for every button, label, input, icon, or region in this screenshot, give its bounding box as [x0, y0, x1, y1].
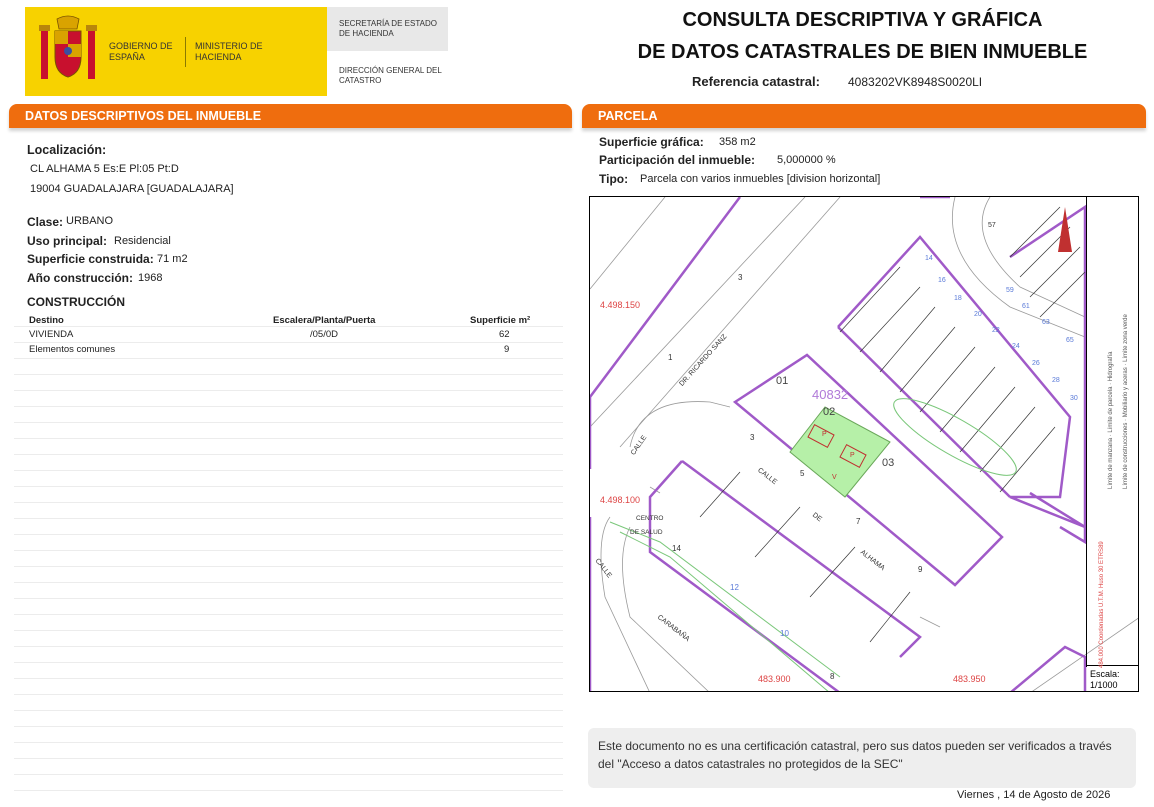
legend-item: Hidrografía	[1108, 351, 1114, 382]
house-number: 16	[938, 277, 946, 284]
legend-item: Límite zona verde	[1123, 314, 1129, 362]
localizacion-label: Localización:	[27, 143, 107, 157]
parcel-01: 01	[776, 375, 789, 387]
coat-of-arms-icon	[37, 15, 99, 87]
cadastral-map	[589, 196, 1139, 692]
house-number: 28	[1052, 377, 1060, 384]
mark-v: V	[832, 474, 837, 481]
street-label-calle: CALLE	[756, 466, 778, 487]
uso-label: Uso principal:	[27, 234, 108, 248]
mark-p2: P	[850, 452, 855, 459]
house-number: 5	[800, 469, 805, 478]
table-header-destino: Destino	[29, 315, 64, 326]
house-number: 1	[668, 353, 673, 362]
ref-catastral-value: 4083202VK8948S0020LI	[848, 75, 983, 89]
house-number: 18	[954, 295, 962, 302]
house-number: 24	[1012, 343, 1020, 350]
disclaimer-box	[588, 728, 1136, 788]
house-number: 65	[1066, 337, 1074, 344]
footer-date: Viernes , 14 de Agosto de 2026	[957, 789, 1111, 801]
table-row-superficie: 9	[504, 344, 510, 355]
building-hatch	[700, 207, 1085, 642]
scale-label: Escala:	[1090, 669, 1120, 679]
superficie-value: 71 m2	[157, 253, 188, 265]
house-number: 22	[992, 327, 1000, 334]
sup-grafica-label: Superficie gráfica:	[599, 135, 704, 149]
coord-top: 4.498.150	[600, 300, 641, 310]
house-number: 26	[1032, 360, 1040, 367]
centro-salud-line2: DE SALUD	[630, 529, 663, 536]
table-row-destino: Elementos comunes	[29, 344, 116, 355]
legend-item: Límite de manzana	[1108, 437, 1114, 489]
parcel-03: 03	[882, 457, 895, 469]
house-number: 7	[856, 517, 861, 526]
page-title-line1: CONSULTA DESCRIPTIVA Y GRÁFICA	[682, 9, 1043, 31]
address-line2: 19004 GUADALAJARA [GUADALAJARA]	[30, 183, 234, 195]
street-label-calle-2: CALLE	[629, 434, 649, 457]
scale-divider	[1087, 665, 1139, 666]
ministerio-text: MINISTERIO DE HACIENDA	[195, 41, 263, 62]
house-number: 20	[974, 311, 982, 318]
government-logo-block	[25, 7, 327, 96]
address-line1: CL ALHAMA 5 Es:E Pl:05 Pt:D	[30, 163, 179, 175]
house-number: 3	[750, 433, 755, 442]
table-row-superficie: 62	[499, 329, 510, 340]
superficie-label: Superficie construida:	[27, 252, 154, 266]
coord-mid: 4.498.100	[600, 495, 641, 505]
street-label-ricardo-sanz: DR. RICARDO SANZ	[678, 333, 729, 388]
house-number: 14	[925, 255, 933, 262]
street-label-calle-3: CALLE	[593, 557, 613, 580]
clase-label: Clase:	[27, 215, 64, 229]
page-title-line2: DE DATOS CATASTRALES DE BIEN INMUEBLE	[637, 41, 1088, 63]
datos-descriptivos-header: DATOS DESCRIPTIVOS DEL INMUEBLE	[9, 104, 572, 128]
street-label-de: DE	[810, 511, 823, 524]
mark-p1: P	[822, 431, 827, 438]
house-number: 59	[1006, 287, 1014, 294]
house-number: 30	[1070, 395, 1078, 402]
legend-texts: Límite de manzana · Límite de parcela · Hidrografía	[1108, 351, 1114, 489]
centro-salud-line1: CENTRO	[636, 515, 664, 522]
street-label-carabana: CARABAÑA	[655, 613, 691, 644]
tipo-label: Tipo:	[599, 172, 629, 186]
parcela-header: PARCELA	[582, 104, 1146, 128]
house-number: 10	[780, 629, 789, 638]
uso-value: Residencial	[114, 235, 171, 247]
green-zone	[885, 386, 1024, 487]
house-number: 9	[918, 565, 923, 574]
gobierno-text: GOBIERNO DE ESPAÑA	[109, 41, 173, 62]
north-arrow-icon	[1058, 207, 1072, 252]
tipo-value: Parcela con varios inmuebles [division horizontal]	[640, 173, 881, 185]
logo-divider	[185, 37, 186, 67]
table-header-superficie: Superficie m²	[470, 315, 531, 326]
anio-value: 1968	[138, 272, 163, 284]
participacion-value: 5,000000 %	[777, 154, 836, 166]
parcel-id: 40832	[812, 387, 849, 402]
legend-texts-2: Límite de construcciones · Mobiliario y aceras · Límite zona verde	[1123, 314, 1129, 489]
house-number: 14	[672, 544, 681, 553]
table-header-escalera: Escalera/Planta/Puerta	[273, 315, 376, 326]
house-number: 61	[1022, 303, 1030, 310]
legend-item: Límite de parcela	[1108, 386, 1114, 433]
coord-bottom-left: 483.900	[758, 674, 791, 684]
legend-divider	[1086, 197, 1087, 667]
legend-item: Mobiliario y aceras	[1123, 367, 1129, 418]
table-row-escalera: /05/0D	[310, 329, 338, 340]
construccion-table-area	[14, 311, 563, 791]
participacion-label: Participación del inmueble:	[599, 153, 756, 167]
house-number: 3	[738, 273, 743, 282]
house-number: 12	[730, 583, 739, 592]
table-row-destino: VIVIENDA	[29, 329, 74, 340]
anio-label: Año construcción:	[27, 271, 134, 285]
legend-item: Límite de construcciones	[1123, 422, 1129, 489]
construccion-title: CONSTRUCCIÓN	[27, 295, 125, 309]
secretaria-block	[327, 7, 448, 51]
house-number: 8	[830, 672, 835, 681]
parcel-02-fill	[790, 407, 890, 497]
disclaimer-text: Este documento no es una certificación catastral, pero sus datos pueden ser verificados a través del "Acceso a datos catastrales no protegidos de la SEC"	[598, 739, 1112, 771]
direccion-text: DIRECCIÓN GENERAL DEL CATASTRO	[339, 66, 442, 85]
sup-grafica-value: 358 m2	[719, 136, 756, 148]
ref-catastral-label: Referencia catastral:	[692, 74, 820, 89]
clase-value: URBANO	[66, 215, 114, 227]
coord-bottom-right: 483.950	[953, 674, 986, 684]
parcel-02: 02	[823, 406, 836, 418]
coord-note: 484.000 Coordenadas U.T.M. Huso 30 ETRS89	[1099, 541, 1105, 668]
scale-value: 1/1000	[1090, 680, 1118, 690]
house-number: 57	[988, 222, 996, 229]
street-label-alhama: ALHAMA	[858, 548, 886, 573]
secretaria-text: SECRETARÍA DE ESTADO DE HACIENDA	[339, 19, 437, 38]
house-number: 63	[1042, 319, 1050, 326]
